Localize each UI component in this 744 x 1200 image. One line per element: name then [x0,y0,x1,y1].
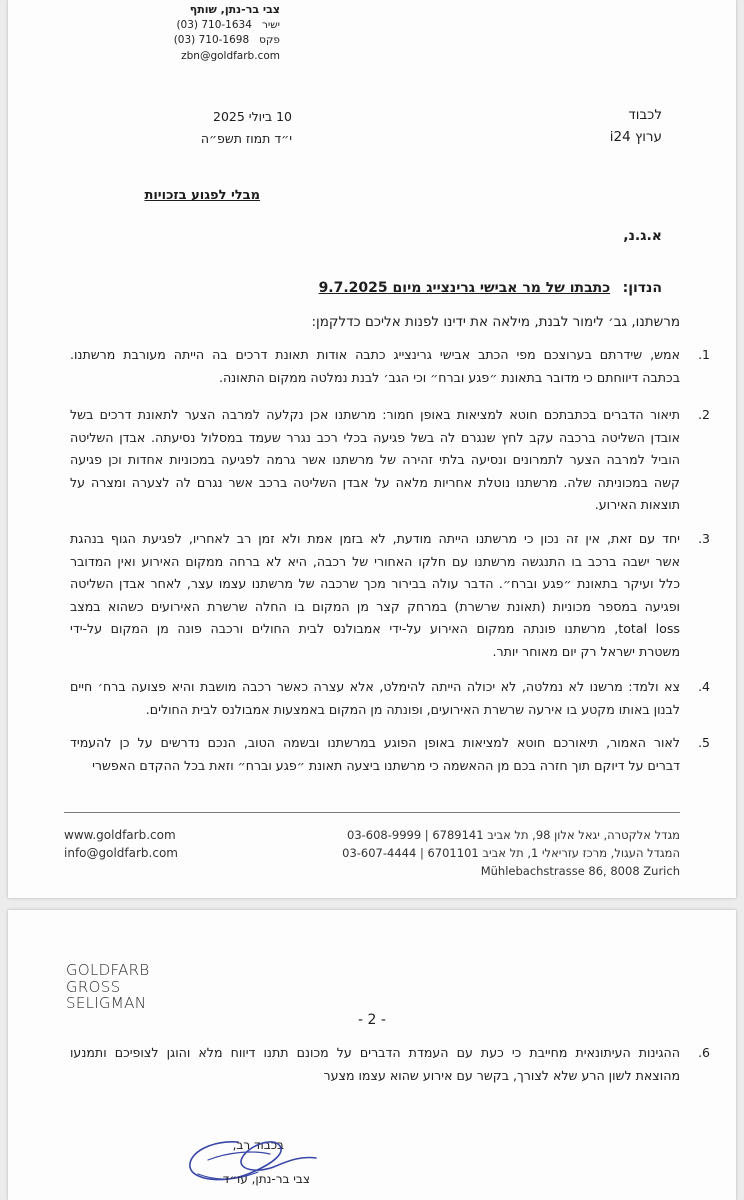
sender-phone-label: ישיר [261,18,280,31]
paragraph-line: תיאור הדברים בכתבתכם חוטא למציאות באופן חמור: מרשתנו אכן נקלעה למרבה הצער לתאונת דרכים בשל [70,407,680,422]
paragraph-number: .2 [698,407,710,422]
paragraph-line: אשר ישבה ברכב בו התנגשה מרשתנו עם חלקו האחורי של רכבה, היא לא ברחה ממקום האירוע ואין המדובר [70,553,680,569]
paragraph-line: ההגינות העיתונאית מחייבת כי כעת עם העמדת הדברים על מכונם תתנו דיווח מלא והוגן לצופיכם ותמנעו [70,1045,680,1060]
footer-office-zurich: Mühlebachstrasse 86, 8008 Zurich [480,864,680,878]
footer-divider [64,812,680,813]
office-phone: 03-608-9999 [347,828,422,842]
paragraph-number: .5 [698,735,710,750]
paragraph-1 [70,344,710,389]
privileged-note: מבלי לפגוע בזכויות [144,188,260,203]
date-gregorian: 10 ביולי 2025 [213,109,292,124]
paragraph-number: .1 [698,347,710,362]
paragraph-number: .3 [698,531,710,546]
signatory-name: צבי בר-נתן, עו״ד [222,1172,310,1186]
date-hebrew: י״ד תמוז תשפ״ה [200,131,292,146]
office-address: מגדל אלקטרה, יגאל אלון 98, תל אביב 6789141 [432,828,680,842]
paragraph-line: אמש, שידרתם בערוצכם מפי הכתב אבישי גרינצייג כתבה אודות תאונת דרכים בה הייתה מעורבת מרשתנו. [70,347,680,362]
paragraph-line: לאור האמור, תיאורכם חוטא למציאות באופן הפוגע במרשתנו ובשמה הטוב, הנכם נדרשים על כן להעמיד [70,735,680,750]
footer-website-link[interactable]: www.goldfarb.com [64,828,176,842]
footer-contact [64,826,178,862]
paragraph-line: משטרת ישראל רק יום מאוחר יותר. [492,643,680,659]
firm-logo [66,962,150,1012]
paragraph-number: .4 [698,679,710,694]
sender-block [174,2,280,64]
sender-phone-row [174,18,280,34]
paragraph-6 [70,1042,710,1087]
sender-fax-label: פקס [259,34,280,46]
paragraph-line: תוצאות האירוע. [594,497,680,513]
paragraph-2 [70,404,710,517]
paragraph-5 [70,732,710,777]
paragraph-4 [70,676,710,721]
paragraph-line: קשה במכוניתה שלה. מרשתנו נוטלת אחריות מלאה על אבדן השליטה ברכב אשר נגרם לה לצערה ומצרה על [70,474,680,490]
closing-salutation: בכבוד רב, [232,1138,284,1152]
intro-line: מרשתנו, גב׳ לימור לבנת, מילאה את ידינו לפנות אליכם כדלקמן: [311,314,680,330]
greeting: א.ג.נ, [623,228,662,244]
paragraph-line: ופגיעה במספר מכוניות (תאונת שרשרת) במרחק קצר מן המקום בו החלה שרשרת האירועים כשהוא במצב [70,598,680,614]
recipient-line-1: לכבוד [628,107,662,123]
subject-line [319,280,662,296]
footer-email-link[interactable]: info@goldfarb.com [64,846,178,860]
footer-addresses [342,826,680,880]
logo-line: GOLDFARB [66,961,150,979]
paragraph-line: לבנון באותו מקטע בו אירעה שרשרת האירועים, ופונתה מן המקום באמצעות אמבולנס לבית החולים. [145,701,680,717]
paragraph-line: צא ולמד: מרשנו לא נמלטה, לא יכולה הייתה להימלט, אלא עצרה כאשר רכבה מושבת והיא פצועה ברח׳ חיים [70,679,680,694]
letter-page-2 [8,910,736,1200]
sender-fax-row [174,33,280,49]
sender-email[interactable]: zbn@goldfarb.com [181,49,280,62]
paragraph-3 [70,528,710,664]
paragraph-line: הוביל למרבה הצער לתמרונים ונסיעה בלתי זהירה של מרשתנו אשר גרמה לפגיעה במכוניות אחדות וכן פגיעה [70,452,680,468]
footer-office-second: המגדל העגול, מרכז עזריאלי 1, תל אביב 6701101 | 03-607-4444 [342,846,680,860]
paragraph-number: .6 [698,1045,710,1060]
logo-line: GROSS [66,977,121,996]
footer-office-tel-aviv: מגדל אלקטרה, יגאל אלון 98, תל אביב 6789141 | 03-608-9999 [347,828,680,842]
sender-fax: (03) 710-1698 [173,34,250,46]
sender-phone: (03) 710-1634 [176,18,252,31]
paragraph-line: אובדן השליטה ברכבה עקב לחץ שנגרם לה בשל פגיעה בכלי רכב נגרר שעמד במסלול נסיעתה. אבדן השליטה [70,429,680,445]
office-phone: 03-607-4444 [342,846,417,860]
paragraph-line: מהוצאת לשון הרע שלא לצורך, בקשר עם אירוע שהוא עצמו מצער [323,1067,680,1083]
recipient-block [610,104,662,148]
recipient-line-2: ערוץ i24 [609,129,662,145]
sender-name: צבי בר-נתן, שותף [189,3,280,16]
paragraph-line: כלל ועיקר בתאונת ״פגע וברח״. הדבר עולה בבירור מכך שרכבה של מרשתנו עצמו עצר, לאחר אבדן השליטה [70,576,680,592]
subject-text: כתבתו של מר אבישי גרינצייג מיום 9.7.2025 [318,280,611,296]
paragraph-line: יחד עם זאת, אין זה נכון כי מרשתנו הייתה מודעת, לא בזמן אמת ולא זמן רב לאחריו, לפגיעת הגוף בנהגת [70,531,680,546]
paragraph-line: total loss, מרשתנו פונתה ממקום האירוע על-ידי אמבולנס לבית החולים ורכבה פונה מן המקום על-ידי [70,621,680,637]
subject-label: הנדון: [622,280,662,296]
paragraph-line: דברים על דיוקם תוך חזרה בכם מן ההאשמה כי מרשתנו ביצעה תאונת ״פגע וברח״ וזאת בכל ההקדם האפשרי [92,757,680,773]
letter-page-1 [8,0,736,898]
page-number: - 2 - [358,1012,386,1028]
paragraph-line: בכתבה דיווחתם כי מדובר בתאונת ״פגע וברח״ וכי הגב׳ לבנת נמלטה ממקום התאונה. [218,369,680,385]
office-address: המגדל העגול, מרכז עזריאלי 1, תל אביב 6701101 [427,846,680,860]
date-block [201,106,292,150]
logo-line: SELIGMAN [66,994,147,1012]
